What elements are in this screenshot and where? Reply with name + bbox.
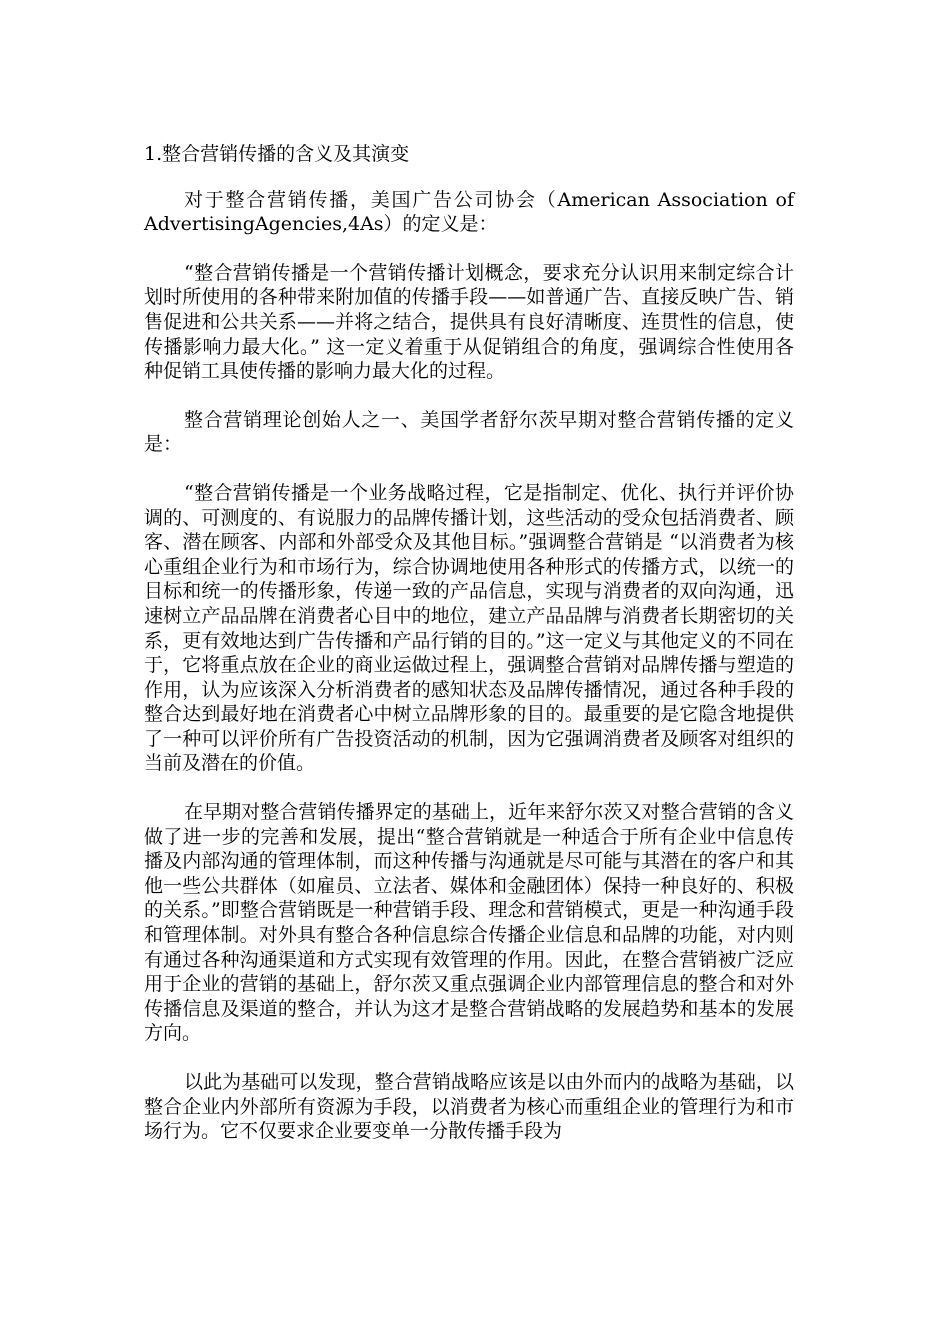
paragraph-4as-intro: 对于整合营销传播，美国广告公司协会（American Association of AdvertisingAgencies,4As）的定义是： — [144, 188, 794, 236]
document-body — [144, 142, 794, 1144]
paragraph-4as-definition: “整合营销传播是一个营销传播计划概念，要求充分认识用来制定综合计划时所使用的各种带来附加值的传播手段——如普通广告、直接反映广告、销售促进和公共关系——并将之结合，提供具有良好清晰度、连贯性的信息，使传播影响力最大化。” 这一定义着重于从促销组合的角度，强调综合性使用各种促销工具使传播的影响力最大化的过程。 — [144, 261, 794, 383]
paragraph-schultz-intro: 整合营销理论创始人之一、美国学者舒尔茨早期对整合营销传播的定义是： — [144, 408, 794, 456]
paragraph-strategy-basis: 以此为基础可以发现，整合营销战略应该是以由外而内的战略为基础，以整合企业内外部所有资源为手段，以消费者为核心而重组企业的管理行为和市场行为。它不仅要求企业要变单一分散传播手段为 — [144, 1071, 794, 1143]
paragraph-schultz-development: 在早期对整合营销传播界定的基础上，近年来舒尔茨又对整合营销的含义做了进一步的完善和发展，提出“整合营销就是一种适合于所有企业中信息传播及内部沟通的管理体制，而这种传播与沟通就是尽可能与其潜在的客户和其他一些公共群体（如雇员、立法者、媒体和金融团体）保持一种良好的、积极的关系。”即整合营销既是一种营销手段、理念和营销模式，更是一种沟通手段和管理体制。对外具有整合各种信息综合传播企业信息和品牌的功能，对内则有通过各种沟通渠道和方式实现有效管理的作用。因此，在整合营销被广泛应用于企业的营销的基础上，舒尔茨又重点强调企业内部管理信息的整合和对外传播信息及渠道的整合，并认为这才是整合营销战略的发展趋势和基本的发展方向。 — [144, 801, 794, 1045]
section-heading: 1.整合营销传播的含义及其演变 — [144, 143, 410, 165]
paragraph-schultz-definition: “整合营销传播是一个业务战略过程，它是指制定、优化、执行并评价协调的、可测度的、有说服力的品牌传播计划，这些活动的受众包括消费者、顾客、潜在顾客、内部和外部受众及其他目标。”强调整合营销是 “以消费者为核心重组企业行为和市场行为，综合协调地使用各种形式的传播方式，以统一的目标和统一的传播形象，传递一致的产品信息，实现与消费者的双向沟通，迅速树立产品品牌在消费者心目中的地位，建立产品品牌与消费者长期密切的关系，更有效地达到广告传播和产品行销的目的。”这一定义与其他定义的不同在于，它将重点放在企业的商业运做过程上，强调整合营销对品牌传播与塑造的作用，认为应该深入分析消费者的感知状态及品牌传播情况，通过各种手段的整合达到最好地在消费者心中树立品牌形象的目的。最重要的是它隐含地提供了一种可以评价所有广告投资活动的机制，因为它强调消费者及顾客对组织的当前及潜在的价值。 — [144, 481, 794, 775]
